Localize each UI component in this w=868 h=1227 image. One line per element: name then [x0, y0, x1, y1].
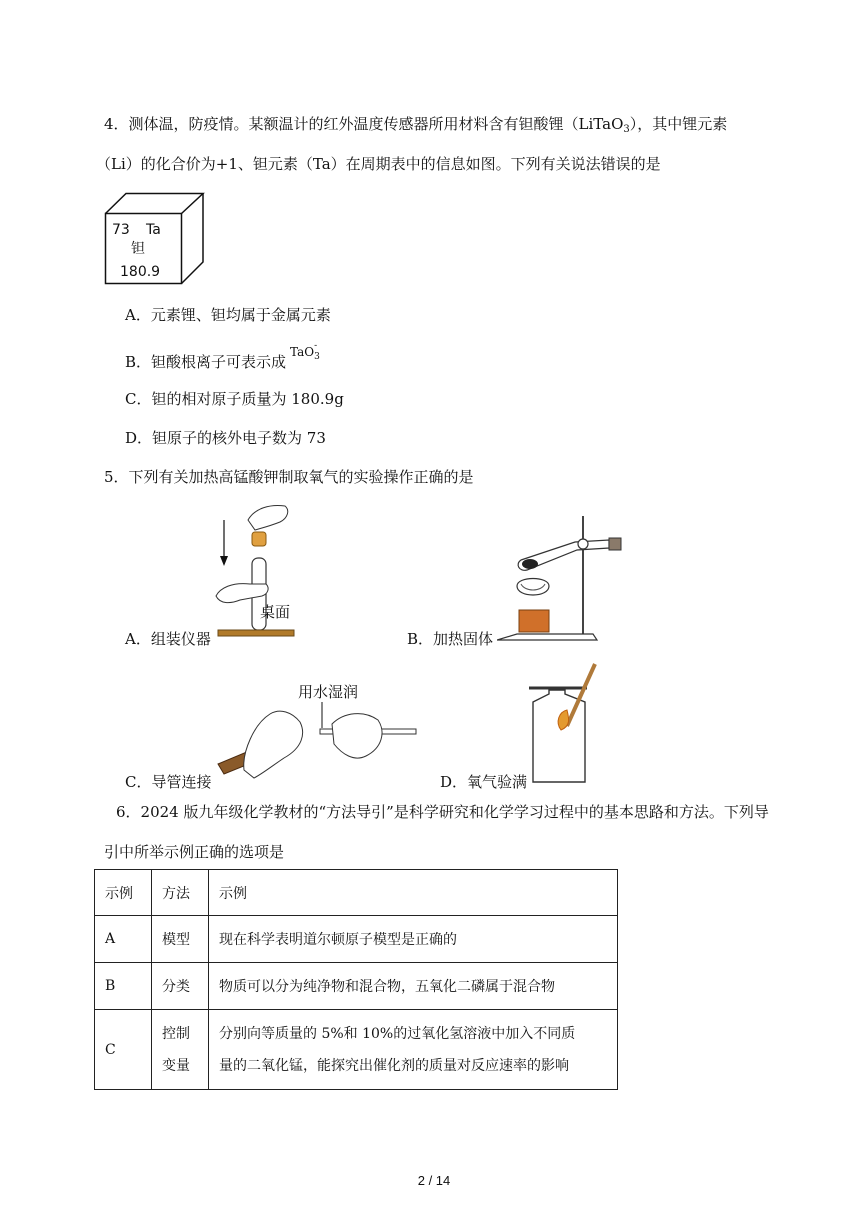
q4-stem-line1-tail: ），其中锂元素 [629, 115, 728, 133]
element-symbol: Ta [146, 222, 161, 238]
q4-option-d: D．钽原子的核外电子数为 73 [125, 429, 326, 447]
q6-header-id: 示例 [95, 870, 152, 916]
q6-row-c-method-line2: 变量 [162, 1057, 190, 1074]
q4-option-c: C．钽的相对原子质量为 180.9g [125, 390, 344, 408]
element-name: 钽 [131, 241, 145, 257]
q6-table-row-a [95, 916, 618, 963]
q6-header-example: 示例 [209, 870, 618, 916]
q4-stem-line2: （Li）的化合价为+1、钽元素（Ta）在周期表中的信息如图。下列有关说法错误的是 [96, 155, 661, 173]
q4-option-b-formula [290, 341, 322, 362]
q6-table-row-c [95, 1010, 618, 1090]
q6-row-c-method [152, 1010, 209, 1090]
q6-row-a-method: 模型 [152, 916, 209, 963]
fig-a-label: A．组装仪器 [125, 630, 211, 648]
fig-c-note: 用水湿润 [298, 683, 359, 701]
q6-table [94, 869, 618, 1090]
q6-table-row-b [95, 963, 618, 1010]
q6-row-c-example [209, 1010, 618, 1090]
q6-row-a-id: A [95, 916, 152, 963]
q6-row-c-example-line1: 分别向等质量的 5%和 10%的过氧化氢溶液中加入不同质 [219, 1025, 576, 1042]
element-atomic-number: 73 [112, 222, 130, 238]
q6-row-c-example-line2: 量的二氧化锰，能探究出催化剂的质量对反应速率的影响 [219, 1057, 569, 1074]
page-number: 2 / 14 [417, 1173, 451, 1188]
q6-row-b-id: B [95, 963, 152, 1010]
q6-row-c-method-line1: 控制 [162, 1025, 190, 1042]
q6-row-a-example: 现在科学表明道尔顿原子模型是正确的 [209, 916, 618, 963]
q6-stem-line1: 6．2024 版九年级化学教材的“方法导引”是科学研究和化学学习过程中的基本思路和方法。下列导 [116, 803, 769, 821]
fig-b-heating-solid [497, 512, 637, 647]
q5-stem: 5．下列有关加热高锰酸钾制取氧气的实验操作正确的是 [104, 468, 474, 486]
q4-stem-line1-text: 4．测体温，防疫情。某额温计的红外温度传感器所用材料含有钽酸锂（LiTaO [104, 115, 624, 133]
fig-c-label: C．导管连接 [125, 773, 212, 791]
fig-d-label: D．氧气验满 [440, 773, 528, 791]
q4-formula-subscript: 3 [623, 124, 630, 135]
q6-row-c-id: C [95, 1010, 152, 1090]
q6-row-b-method: 分类 [152, 963, 209, 1010]
fig-b-label: B．加热固体 [407, 630, 494, 648]
q4-stem-line1 [104, 114, 727, 140]
fig-a-note: 桌面 [260, 603, 291, 621]
fig-a-assemble-apparatus [210, 500, 315, 645]
q6-table-header-row [95, 870, 618, 916]
formula-base: TaO [290, 345, 315, 359]
element-atomic-mass: 180.9 [120, 264, 161, 280]
periodic-table-cell [104, 192, 206, 286]
fig-c-tube-connection [214, 700, 419, 785]
q6-header-method: 方法 [152, 870, 209, 916]
formula-charge: - [314, 341, 318, 351]
formula-subscript: 3 [314, 352, 320, 362]
q4-option-b: B．钽酸根离子可表示成 [125, 353, 287, 371]
q6-stem-line2: 引中所举示例正确的选项是 [104, 843, 285, 861]
fig-d-oxygen-test [525, 660, 631, 785]
q6-row-b-example: 物质可以分为纯净物和混合物，五氧化二磷属于混合物 [209, 963, 618, 1010]
q4-option-a: A．元素锂、钽均属于金属元素 [125, 306, 331, 324]
